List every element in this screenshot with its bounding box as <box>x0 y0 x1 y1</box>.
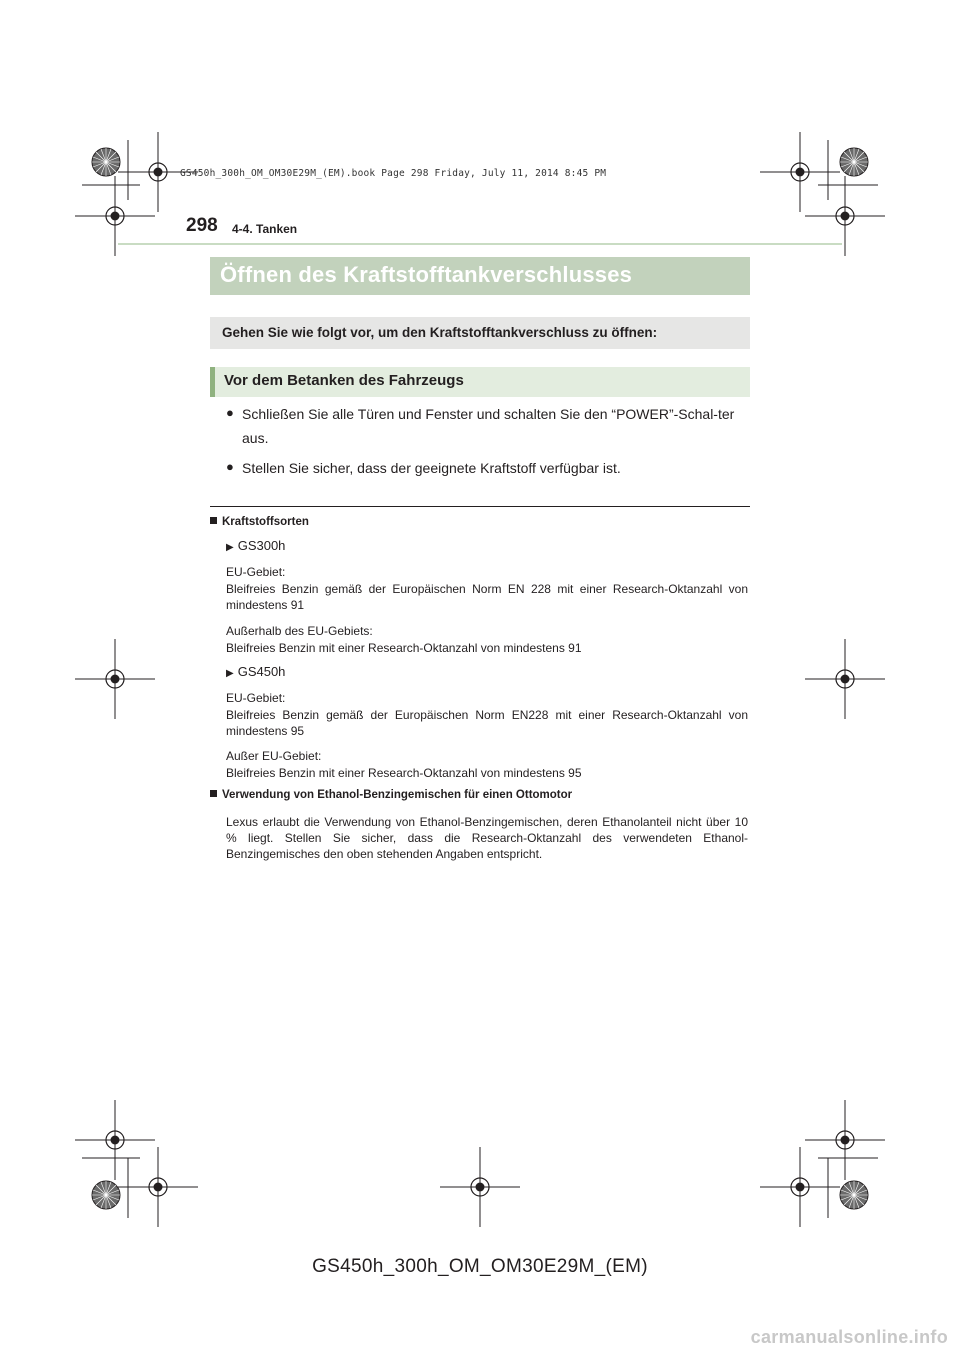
footer-document-code: GS450h_300h_OM_OM30E29M_(EM) <box>312 1256 648 1277</box>
model-gs300h <box>226 538 285 556</box>
title-bar <box>210 257 750 295</box>
page-title: Öffnen des Kraftstofftankverschlusses <box>220 262 633 287</box>
model-label: GS450h <box>237 664 286 679</box>
gs450h-noneu-text: Bleifreies Benzin mit einer Research-Oktanzahl von mindestens 95 <box>226 766 582 780</box>
watermark-text: carmanualsonline.info <box>750 1327 948 1347</box>
note-heading-fuel-types <box>210 516 309 528</box>
triangle-right-icon: ▶ <box>226 668 234 679</box>
gs450h-eu-label: EU-Gebiet: <box>226 691 286 705</box>
note-heading-text: Kraftstoffsorten <box>222 516 309 528</box>
bullet-dot-icon: ● <box>226 405 234 420</box>
subheading-accent <box>210 367 215 397</box>
intro-bar <box>210 317 750 349</box>
page-number: 298 <box>186 215 218 236</box>
triangle-right-icon: ▶ <box>226 542 234 553</box>
square-bullet-icon <box>210 517 217 524</box>
bullet-item-2: Stellen Sie sicher, dass der geeignete Kraftstoff verfügbar ist. <box>242 460 621 476</box>
note-heading-ethanol <box>210 789 572 801</box>
ethanol-text: Lexus erlaubt die Verwendung von Ethanol-Benzingemischen, deren Ethanolanteil nicht über 10 % liegt. Stellen Sie sicher, dass die Research-Oktanzahl des verwendeten Ethanol-Benzingemisches den oben stehenden Angaben entspricht. <box>226 815 748 861</box>
section-label: 4-4. Tanken <box>232 222 298 236</box>
bullet-item-1: Schließen Sie alle Türen und Fenster und schalten Sie den “POWER”-Schal-ter aus. <box>242 406 735 446</box>
model-gs450h <box>226 664 285 682</box>
subheading-bar <box>210 367 750 397</box>
subheading: Vor dem Betanken des Fahrzeugs <box>224 372 464 389</box>
print-info: GS450h_300h_OM_OM30E29M_(EM).book Page 298 Friday, July 11, 2014 8:45 PM <box>180 168 607 179</box>
gs300h-eu-label: EU-Gebiet: <box>226 565 286 579</box>
gs300h-noneu-label: Außerhalb des EU-Gebiets: <box>226 624 373 638</box>
gs450h-noneu-label: Außer EU-Gebiet: <box>226 749 322 763</box>
note-heading-text: Verwendung von Ethanol-Benzingemischen für einen Ottomotor <box>222 789 573 801</box>
bullet-dot-icon: ● <box>226 459 234 474</box>
section-divider <box>210 506 750 507</box>
header-rule <box>118 243 842 245</box>
intro-text: Gehen Sie wie folgt vor, um den Kraftstofftankverschluss zu öffnen: <box>222 325 658 340</box>
gs450h-eu-text: Bleifreies Benzin gemäß der Europäischen Norm EN228 mit einer Research-Oktanzahl von mindestens 95 <box>226 708 748 738</box>
gs300h-noneu-text: Bleifreies Benzin mit einer Research-Oktanzahl von mindestens 91 <box>226 641 582 655</box>
model-label: GS300h <box>237 538 286 553</box>
square-bullet-icon <box>210 790 217 797</box>
gs300h-eu-text: Bleifreies Benzin gemäß der Europäischen Norm EN 228 mit einer Research-Oktanzahl von mindestens 91 <box>226 582 748 612</box>
